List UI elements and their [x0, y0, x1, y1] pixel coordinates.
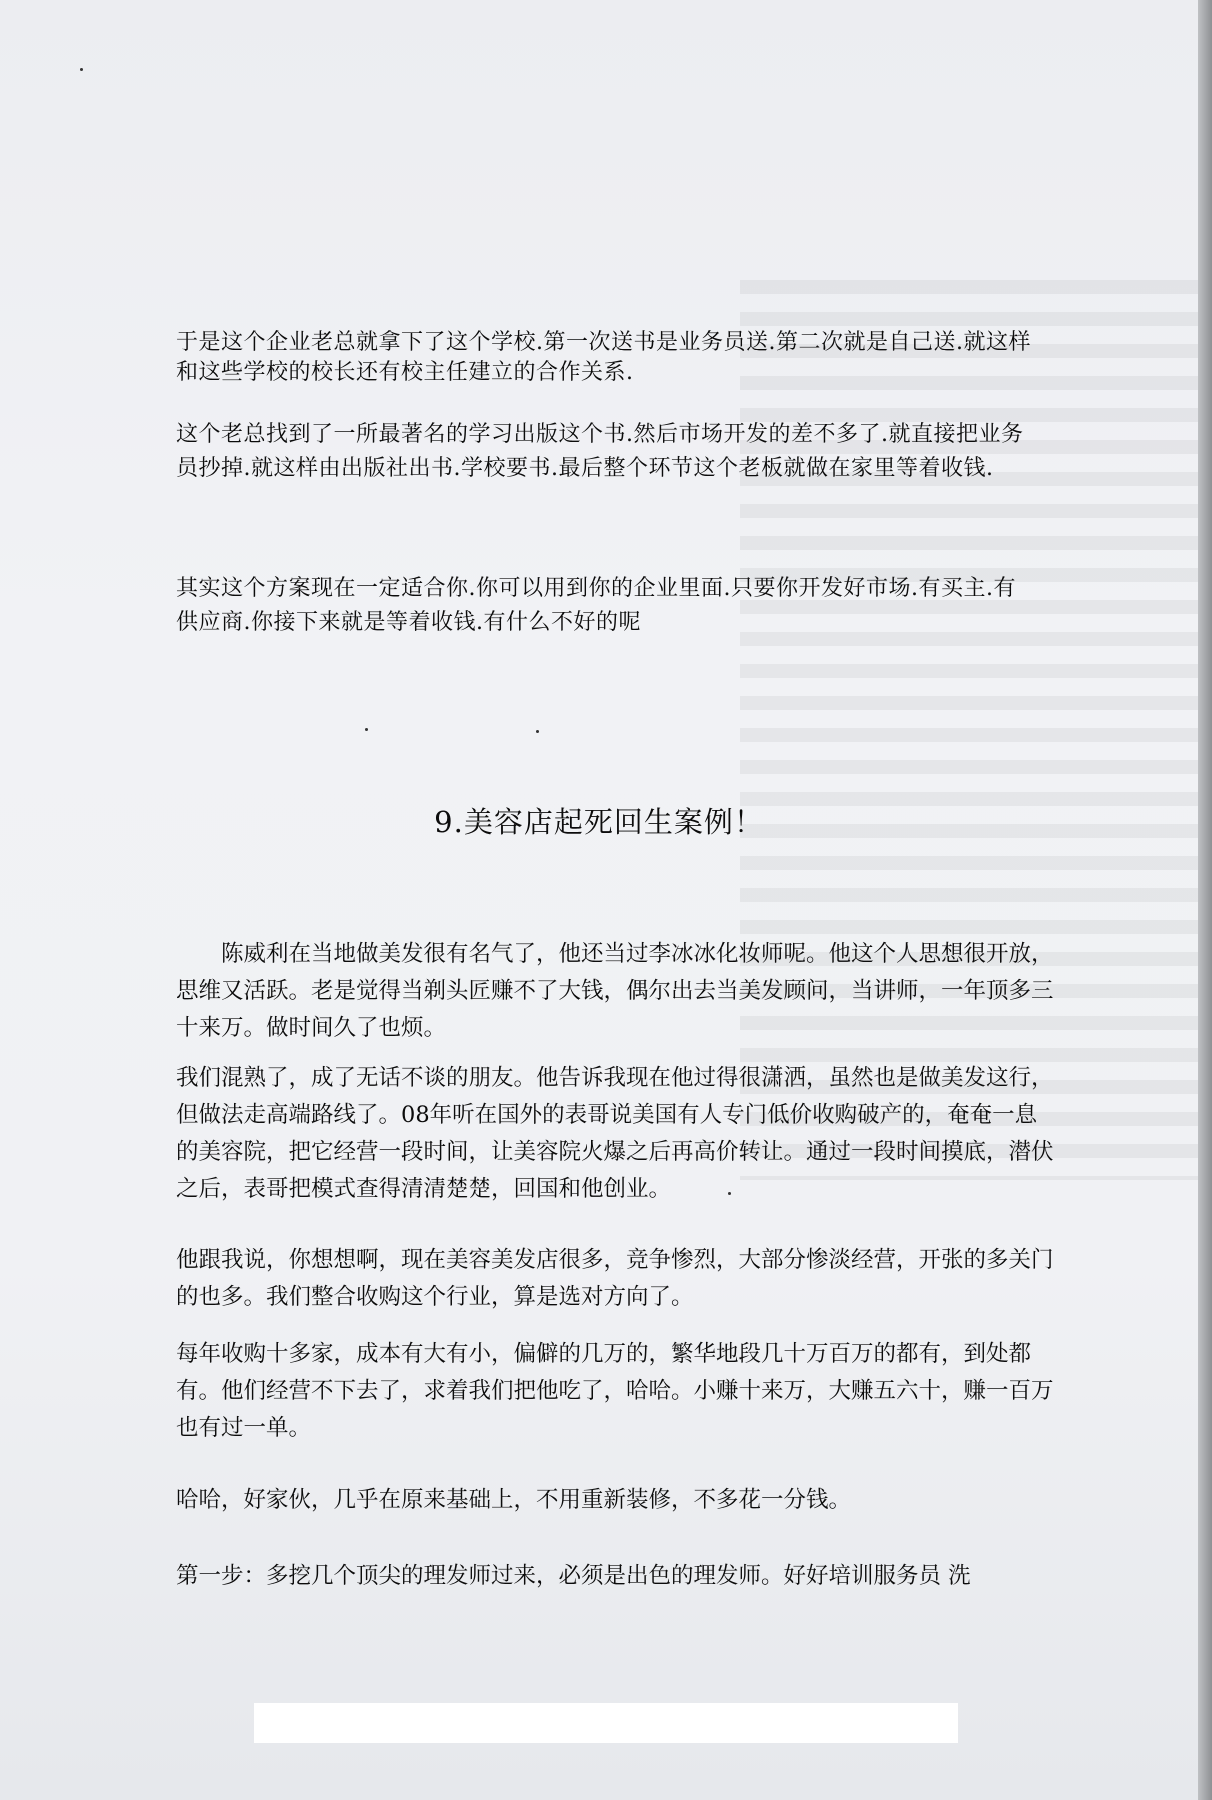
redaction-bar: [254, 1703, 958, 1743]
paragraph-8: 哈哈，好家伙，几乎在原来基础上，不用重新装修，不多花一分钱。: [176, 1487, 852, 1513]
dust-speck: [728, 1192, 731, 1195]
section-heading: 9.美容店起死回生案例！: [434, 805, 764, 839]
page-edge-shadow: [1198, 0, 1212, 1800]
dust-speck: [365, 728, 368, 731]
paragraph-3: 其实这个方案现在一定适合你.你可以用到你的企业里面.只要你开发好市场.有买主.有供应商.你接下来就是等着收钱.有什么不好的呢: [176, 576, 1016, 635]
paragraph-2: 这个老总找到了一所最著名的学习出版这个书.然后市场开发的差不多了.就直接把业务员抄掉.就这样由出版社出书.学校要书.最后整个环节这个老板就做在家里等着收钱.: [176, 422, 1024, 481]
paragraph-1: 于是这个企业老总就拿下了这个学校.第一次送书是业务员送.第二次就是自己送.就这样和这些学校的校长还有校主任建立的合作关系.: [176, 330, 1031, 385]
dust-speck: [80, 68, 83, 71]
paragraph-5: 我们混熟了，成了无话不谈的朋友。他告诉我现在他过得很潇洒，虽然也是做美发这行，但做法走高端路线了。08年听在国外的表哥说美国有人专门低价收购破产的，奄奄一息的美容院，把它经营一段时间，让美容院火爆之后再高价转让。通过一段时间摸底，潜伏之后，表哥把模式查得清清楚楚，回国和他创业。: [176, 1065, 1054, 1202]
paragraph-6: 他跟我说，你想想啊，现在美容美发店很多，竞争惨烈，大部分惨淡经营，开张的多关门的也多。我们整合收购这个行业，算是选对方向了。: [176, 1247, 1054, 1310]
paragraph-9: 第一步：多挖几个顶尖的理发师过来，必须是出色的理发师。好好培训服务员 洗: [176, 1563, 971, 1589]
paragraph-7: 每年收购十多家，成本有大有小，偏僻的几万的，繁华地段几十万百万的都有，到处都有。他们经营不下去了，求着我们把他吃了，哈哈。小赚十来万，大赚五六十，赚一百万也有过一单。: [176, 1341, 1054, 1441]
paragraph-4: 陈威利在当地做美发很有名气了，他还当过李冰冰化妆师呢。他这个人思想很开放，思维又活跃。老是觉得当剃头匠赚不了大钱，偶尔出去当美发顾问，当讲师，一年顶多三十来万。做时间久了也烦。: [176, 941, 1054, 1041]
dust-speck: [536, 730, 539, 733]
